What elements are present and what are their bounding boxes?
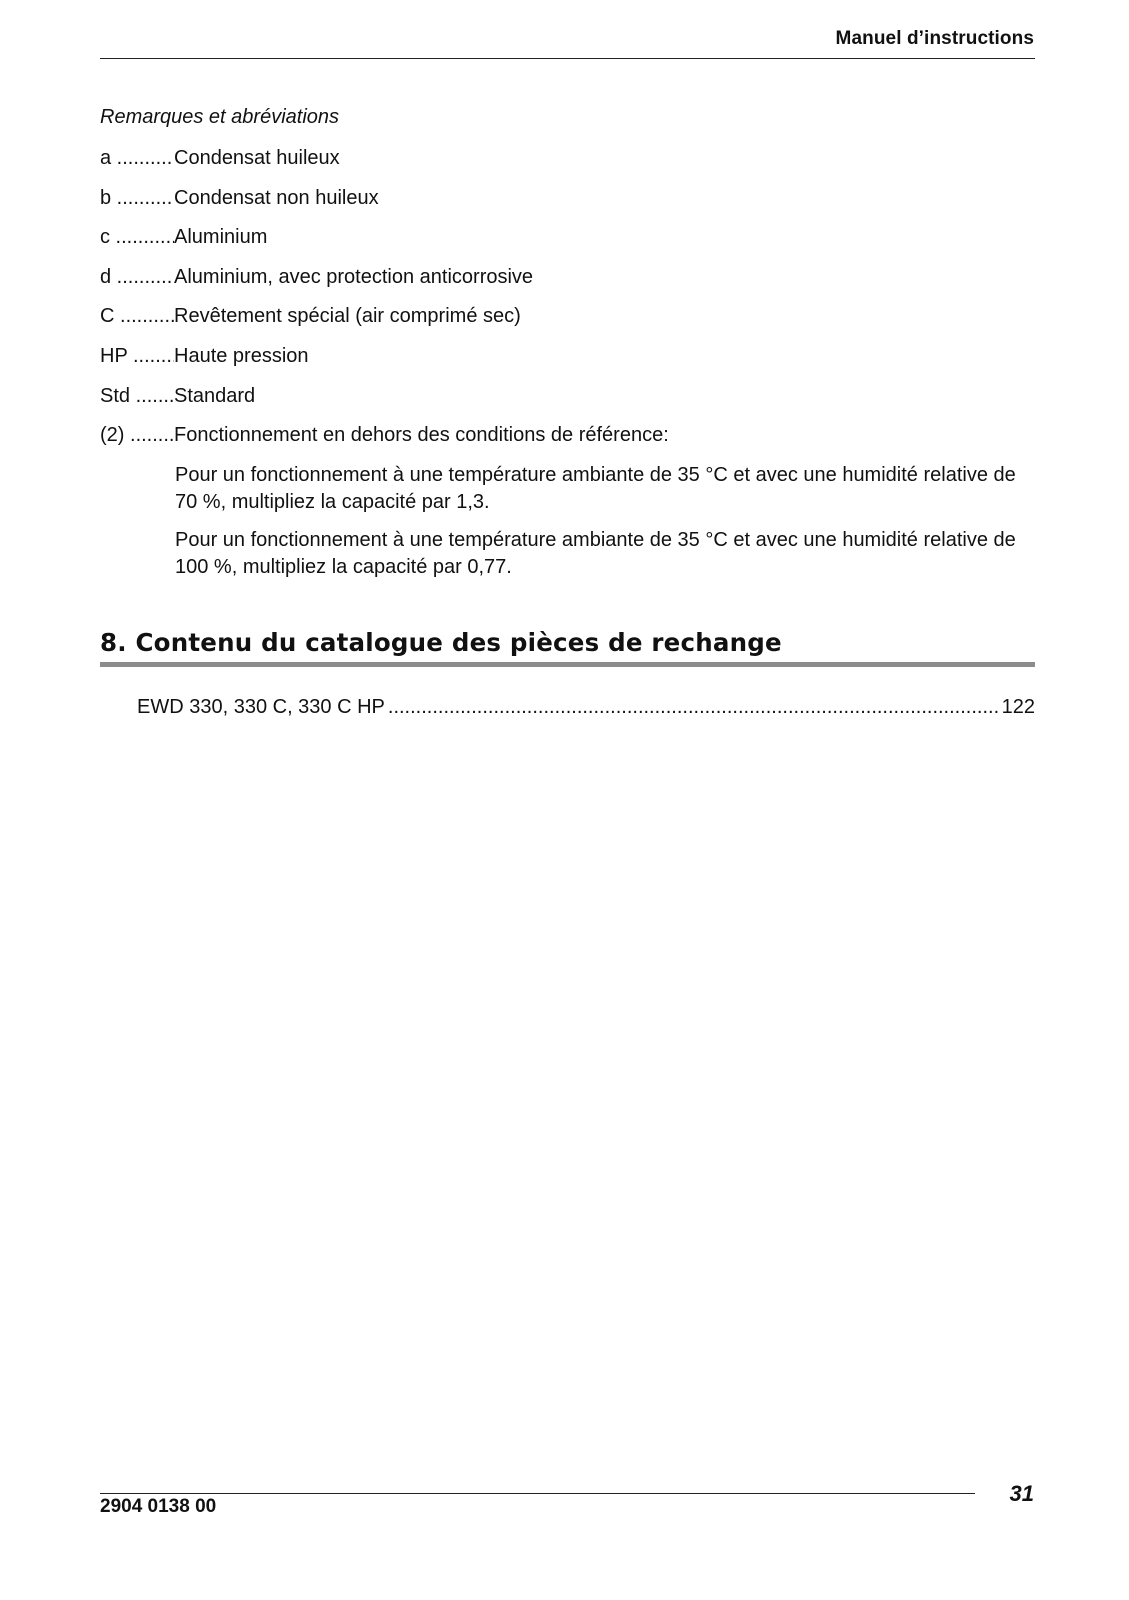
header-title: Manuel d’instructions: [835, 28, 1034, 49]
abbreviation-key: b .....: [100, 186, 174, 226]
toc-entry-label: EWD 330, 330 C, 330 C HP: [137, 696, 385, 718]
note-paragraph: Pour un fonctionnement à une température ambiante de 35 °C et avec une humidité relative de 100 %, multipliez la capacité par 0,77.: [175, 529, 1016, 578]
abbreviation-key: HP .....: [100, 344, 174, 384]
toc-leader-dots: [388, 695, 999, 719]
abbreviation-key: Std .....: [100, 384, 174, 424]
abbreviation-key: c .....: [100, 225, 174, 265]
section-divider: [100, 662, 1035, 667]
abbreviation-definition: Condensat huileux: [174, 147, 340, 169]
abbreviation-key: a .....: [100, 146, 174, 186]
abbreviation-definition: Revêtement spécial (air comprimé sec): [174, 305, 521, 328]
footer-page-number: 31: [1009, 1481, 1034, 1506]
abbreviation-item: [100, 344, 1035, 384]
abbreviation-item: [100, 186, 1035, 226]
footer-divider: [100, 1493, 975, 1494]
footer-document-number: 2904 0138 00: [100, 1496, 217, 1517]
abbreviation-definition: Fonctionnement en dehors des conditions de référence:: [174, 424, 669, 447]
abbreviation-definition: Standard: [174, 384, 256, 407]
abbreviation-item: [100, 423, 1035, 463]
toc-entry[interactable]: [137, 695, 1035, 719]
abbreviation-definition: Aluminium, avec protection anticorrosive: [174, 265, 534, 288]
abbreviation-key: d .....: [100, 265, 174, 305]
abbreviation-item: [100, 225, 1035, 265]
abbreviation-list: [100, 146, 1035, 463]
toc-entry-page: 122: [1001, 696, 1035, 718]
remarks-heading: Remarques et abréviations: [100, 106, 340, 128]
abbreviation-item: [100, 146, 1035, 186]
abbreviation-item: [100, 265, 1035, 305]
note-paragraph: Pour un fonctionnement à une température ambiante de 35 °C et avec une humidité relative de 70 %, multipliez la capacité par 1,3.: [175, 464, 1016, 513]
abbreviation-definition: Haute pression: [174, 344, 309, 367]
abbreviation-definition: Condensat non huileux: [174, 186, 379, 209]
header-divider: [100, 58, 1035, 59]
abbreviation-item: [100, 304, 1035, 344]
abbreviation-definition: Aluminium: [174, 226, 268, 249]
abbreviation-key: C .....: [100, 304, 174, 344]
abbreviation-key: (2) .....: [100, 423, 174, 463]
abbreviation-item: [100, 384, 1035, 424]
reference-conditions-notes: [175, 462, 1035, 592]
section-title: 8. Contenu du catalogue des pièces de rechange: [100, 628, 782, 657]
